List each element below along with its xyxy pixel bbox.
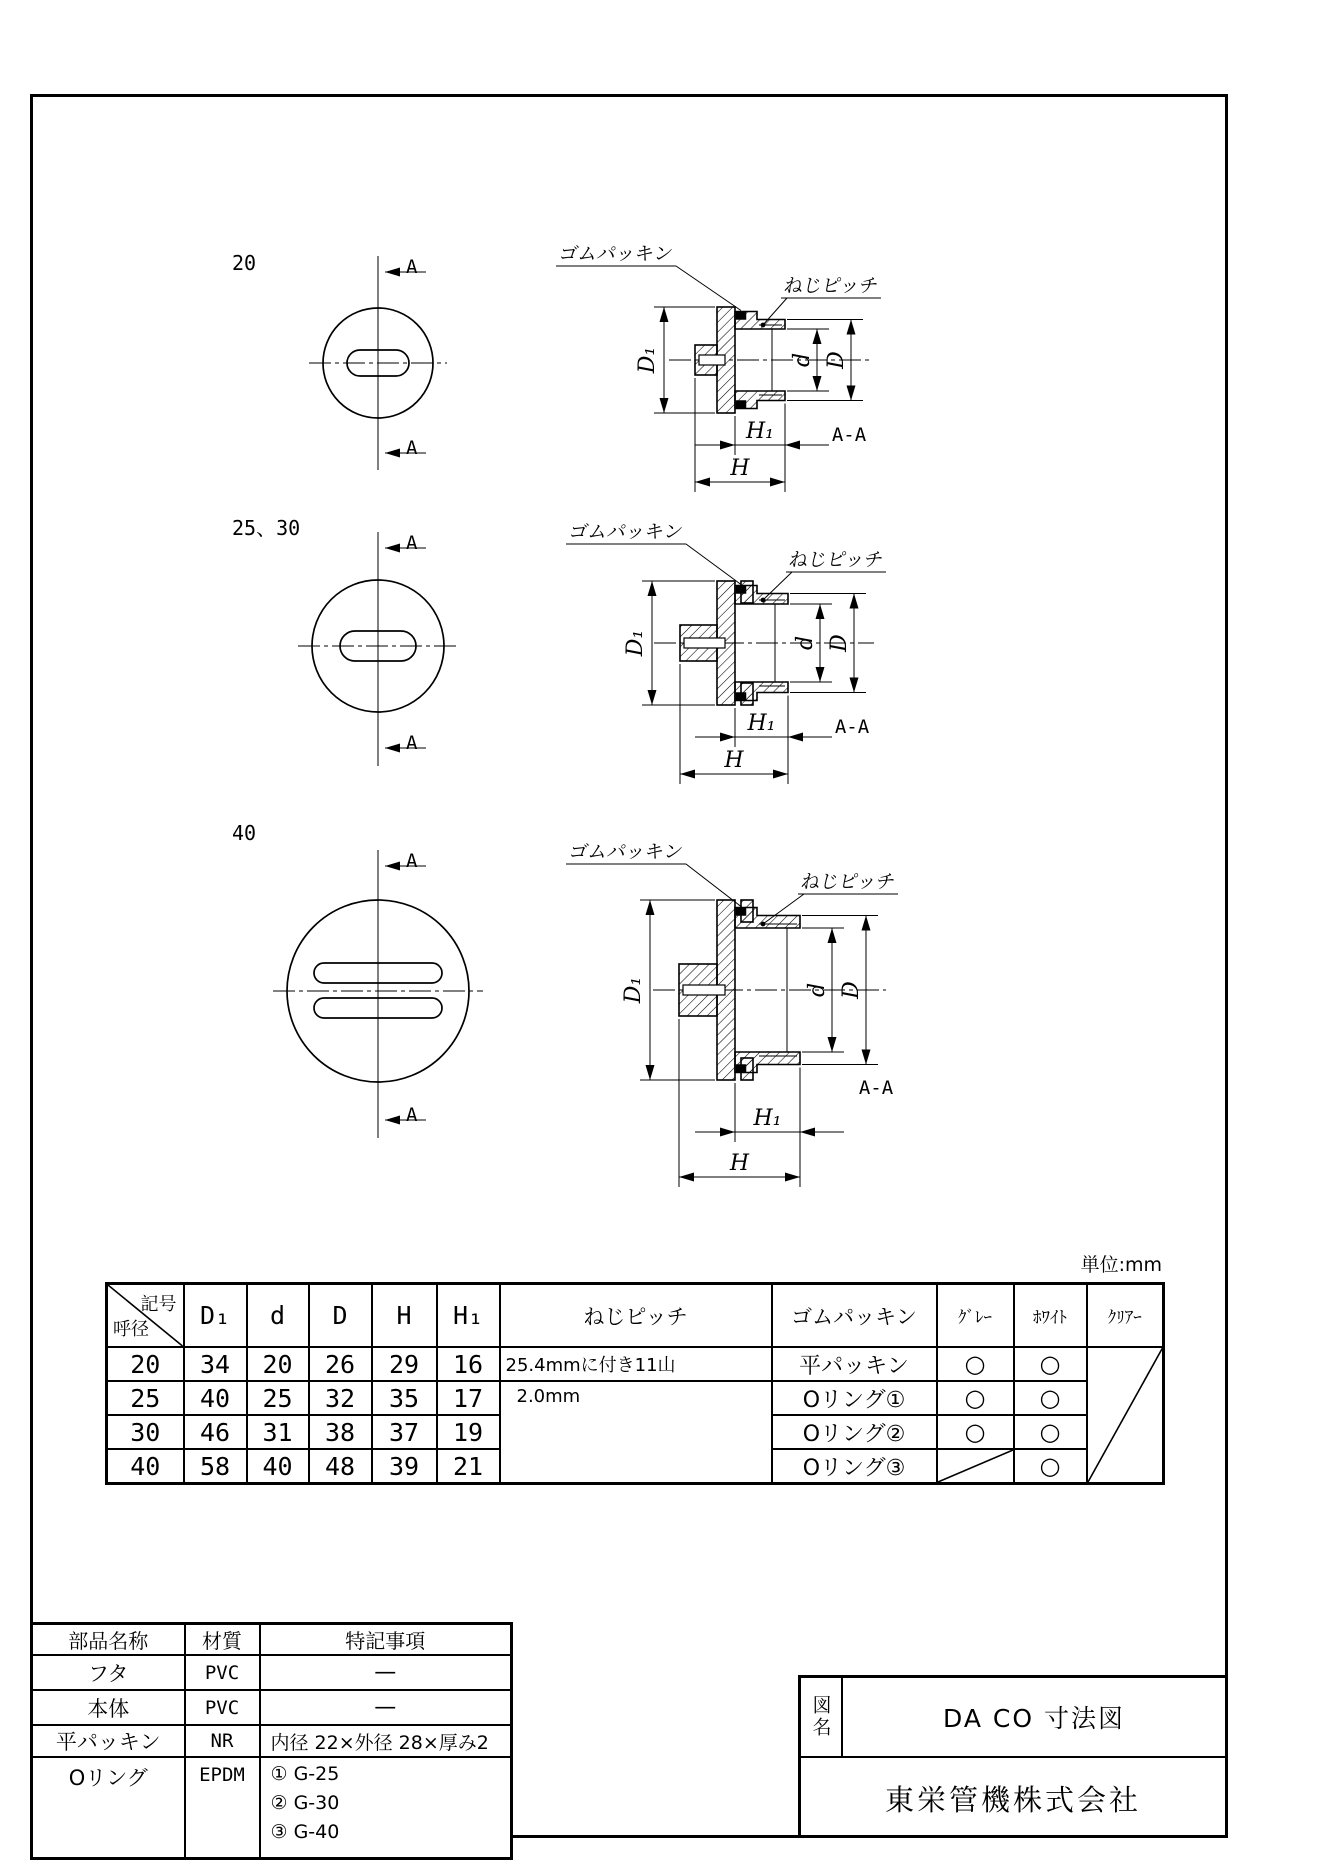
svg-text:D: D: [827, 634, 852, 652]
cell-clear-merged: [1087, 1347, 1164, 1484]
svg-text:D: D: [824, 351, 849, 369]
cell-h: 35: [372, 1381, 437, 1415]
corner-cell: [107, 1284, 184, 1348]
svg-text:ゴムパッキン: ゴムパッキン: [567, 520, 685, 543]
cell-packing: Oリング③: [772, 1449, 937, 1484]
dimension-table: [105, 1282, 1165, 1485]
cell-gray: ○: [937, 1347, 1014, 1381]
svg-text:D₁: D₁: [635, 346, 660, 374]
svg-text:D₁: D₁: [621, 976, 646, 1004]
section-view-0: [556, 242, 881, 492]
svg-text:d: d: [793, 635, 818, 651]
cell-D: 32: [309, 1381, 372, 1415]
svg-text:25、30: 25、30: [232, 516, 301, 540]
parts-table: [30, 1622, 513, 1860]
corner-diameter-label: 呼径: [113, 1319, 149, 1340]
drawing-name: DA CO 寸法図: [943, 1704, 1125, 1733]
title-block-top-row: [801, 1678, 1225, 1758]
clear-slash: [1088, 1348, 1163, 1482]
parts-header-row: [32, 1624, 512, 1656]
parts-header-notes: 特記事項: [260, 1624, 512, 1656]
part-material: PVC: [185, 1655, 260, 1690]
parts-row-oring: [32, 1757, 512, 1859]
svg-text:H₁: H₁: [753, 1106, 782, 1131]
gray-slash: [938, 1450, 1013, 1482]
svg-text:A: A: [406, 732, 418, 754]
parts-header-name: 部品名称: [32, 1624, 185, 1656]
title-block: [798, 1675, 1228, 1838]
parts-row-flat-packing: [32, 1725, 512, 1757]
cell-d1: 40: [184, 1381, 247, 1415]
oring-note-3: ③ G-40: [270, 1821, 340, 1843]
cell-d: 40: [247, 1449, 309, 1484]
cell-white: ○: [1014, 1449, 1087, 1484]
cell-size: 25: [107, 1381, 184, 1415]
cell-thread-pitch-2: 2.0mm: [500, 1381, 772, 1484]
svg-text:ゴムパッキン: ゴムパッキン: [557, 242, 675, 265]
svg-text:A: A: [406, 1104, 418, 1126]
part-note: —: [260, 1690, 512, 1725]
section-view-1: [566, 520, 886, 784]
header-d1: D₁: [184, 1284, 247, 1348]
cell-packing: 平パッキン: [772, 1347, 937, 1381]
svg-text:ゴムパッキン: ゴムパッキン: [567, 840, 685, 863]
svg-text:d: d: [805, 982, 830, 998]
oring-note-2: ② G-30: [270, 1792, 340, 1814]
header-gray: ｸﾞﾚｰ: [937, 1284, 1014, 1348]
cell-size: 40: [107, 1449, 184, 1484]
cell-D: 38: [309, 1415, 372, 1449]
part-name: 本体: [32, 1690, 185, 1725]
svg-text:H₁: H₁: [747, 711, 776, 736]
cell-thread-pitch-1: 25.4mmに付き11山: [500, 1347, 772, 1381]
svg-text:A: A: [406, 437, 418, 459]
svg-text:H: H: [729, 1151, 750, 1176]
svg-text:D: D: [839, 981, 864, 999]
svg-text:20: 20: [232, 251, 257, 275]
header-thread-pitch: ねじピッチ: [500, 1284, 772, 1348]
cell-h1: 17: [437, 1381, 500, 1415]
part-name: フタ: [32, 1655, 185, 1690]
cell-size: 30: [107, 1415, 184, 1449]
svg-text:H: H: [724, 748, 744, 773]
svg-text:ねじピッチ: ねじピッチ: [787, 548, 886, 571]
cell-d: 25: [247, 1381, 309, 1415]
dim-table-header-row: [107, 1284, 1164, 1348]
part-note: 内径 22×外径 28×厚み2: [260, 1725, 512, 1757]
parts-header-material: 材質: [185, 1624, 260, 1656]
dim-row-20: [107, 1347, 1164, 1381]
cell-gray-na: [937, 1449, 1014, 1484]
cell-h: 39: [372, 1449, 437, 1484]
part-name: Oリング: [32, 1757, 185, 1859]
cell-d1: 34: [184, 1347, 247, 1381]
parts-row-body: [32, 1690, 512, 1725]
cell-D: 26: [309, 1347, 372, 1381]
svg-text:ねじピッチ: ねじピッチ: [799, 870, 898, 893]
svg-text:A: A: [406, 850, 418, 872]
cell-h1: 21: [437, 1449, 500, 1484]
part-note-list: [260, 1757, 512, 1859]
header-rubber-packing: ゴムパッキン: [772, 1284, 937, 1348]
cell-gray: ○: [937, 1381, 1014, 1415]
dim-row-25: [107, 1381, 1164, 1415]
company-name: 東栄管機株式会社: [884, 1783, 1141, 1817]
cell-white: ○: [1014, 1381, 1087, 1415]
svg-text:A-A: A-A: [858, 1077, 894, 1099]
cell-h: 37: [372, 1415, 437, 1449]
cell-h1: 16: [437, 1347, 500, 1381]
cell-d: 20: [247, 1347, 309, 1381]
cell-d1: 46: [184, 1415, 247, 1449]
svg-text:d: d: [790, 352, 815, 368]
cell-size: 20: [107, 1347, 184, 1381]
part-material: NR: [185, 1725, 260, 1757]
corner-symbol-label: 記号: [140, 1294, 177, 1315]
cell-d1: 58: [184, 1449, 247, 1484]
unit-note: 単位:mm: [1080, 1254, 1162, 1276]
oring-note-1: ① G-25: [270, 1763, 340, 1785]
cell-packing: Oリング①: [772, 1381, 937, 1415]
header-h1: H₁: [437, 1284, 500, 1348]
cell-d: 31: [247, 1415, 309, 1449]
svg-text:A: A: [406, 532, 418, 554]
svg-text:A-A: A-A: [831, 424, 867, 446]
header-D: D: [309, 1284, 372, 1348]
svg-text:A: A: [406, 256, 418, 278]
part-name: 平パッキン: [32, 1725, 185, 1757]
svg-text:H₁: H₁: [745, 419, 775, 444]
header-clear: ｸﾘｱｰ: [1087, 1284, 1164, 1348]
cell-white: ○: [1014, 1347, 1087, 1381]
front-view-2: [232, 821, 483, 1138]
part-material: PVC: [185, 1690, 260, 1725]
cell-white: ○: [1014, 1415, 1087, 1449]
header-d: d: [247, 1284, 309, 1348]
svg-text:D₁: D₁: [623, 629, 648, 657]
front-view-1: [232, 516, 458, 766]
svg-text:ねじピッチ: ねじピッチ: [782, 274, 881, 297]
header-h: H: [372, 1284, 437, 1348]
cell-gray: ○: [937, 1415, 1014, 1449]
part-material: EPDM: [185, 1757, 260, 1859]
parts-row-lid: [32, 1655, 512, 1690]
cell-packing: Oリング②: [772, 1415, 937, 1449]
cell-D: 48: [309, 1449, 372, 1484]
part-note: —: [260, 1655, 512, 1690]
svg-text:40: 40: [232, 821, 257, 845]
cell-h: 29: [372, 1347, 437, 1381]
front-view-0: [232, 251, 447, 470]
section-view-2: [566, 840, 898, 1187]
svg-text:H: H: [730, 456, 750, 481]
drawing-name-field-label: 図名: [801, 1678, 843, 1756]
header-white: ﾎﾜｲﾄ: [1014, 1284, 1087, 1348]
cell-h1: 19: [437, 1415, 500, 1449]
svg-text:A-A: A-A: [834, 716, 870, 738]
